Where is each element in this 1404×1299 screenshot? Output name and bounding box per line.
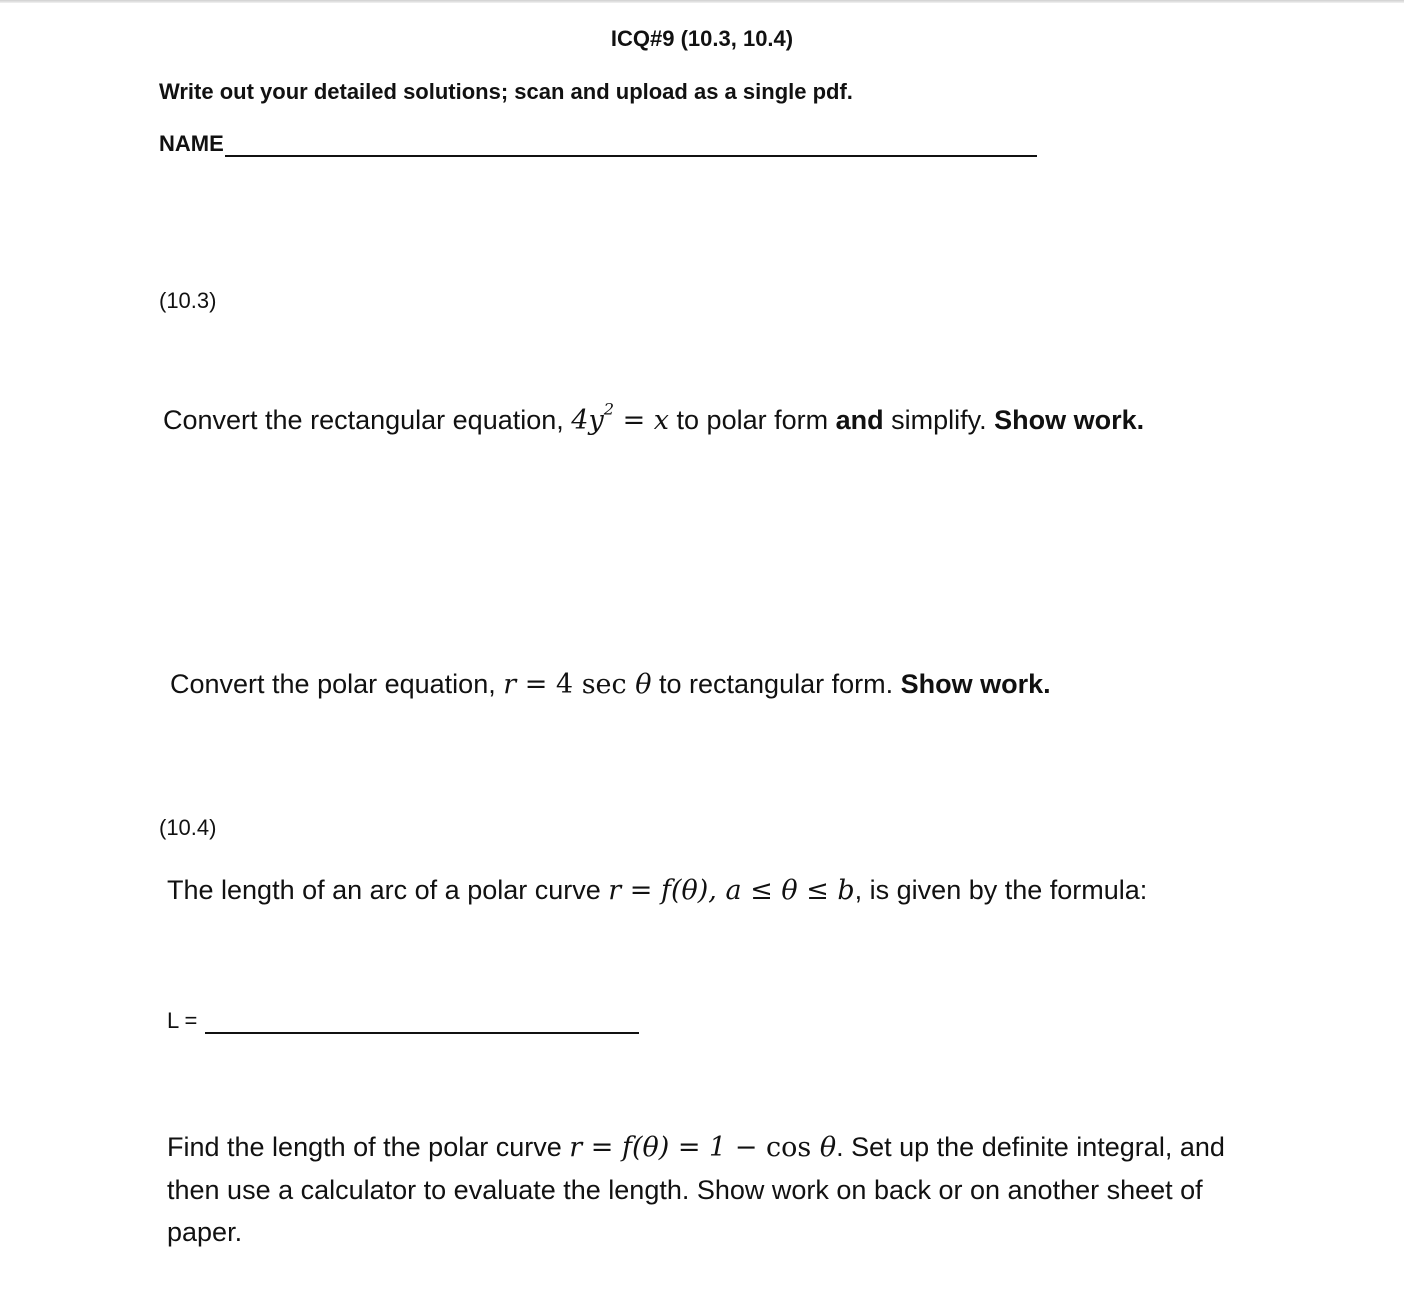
name-blank-line[interactable]: [225, 133, 1037, 157]
q2-equation: = 4 sec: [516, 669, 636, 700]
name-field[interactable]: [159, 131, 1037, 157]
arc-length-answer-field[interactable]: [167, 1008, 639, 1034]
page-top-edge: [0, 0, 1404, 3]
question-3: The length of an arc of a polar curve r = f(θ), a ≤ θ ≤ b, is given by the formula:: [167, 875, 1148, 906]
q2-r: r: [503, 669, 517, 700]
question-4: Find the length of the polar curve r = f(θ) = 1 − cos θ. Set up the definite integral, and then use a calculator to evaluate the length. Show work on back or on another sheet of paper.: [167, 1132, 1225, 1247]
question-2: Convert the polar equation, r = 4 sec θ to rectangular form. Show work.: [170, 669, 1051, 700]
q3-equation: r = f(θ), a ≤ θ ≤ b: [608, 875, 855, 906]
q2-theta: θ: [635, 669, 652, 700]
q4-equation: r = f(θ) = 1 −: [569, 1132, 767, 1163]
name-label: NAME: [159, 131, 224, 156]
q2-show-work: Show work.: [900, 669, 1051, 699]
q1-equation: $4y^2 = x$: [571, 399, 670, 436]
answer-label: L =: [167, 1008, 198, 1033]
question-1: Convert the rectangular equation, $4y^2 = x$ to polar form and simplify. Show work.: [163, 399, 1145, 436]
q1-show-work: Show work.: [994, 405, 1145, 435]
q1-text: Convert the rectangular equation,: [163, 405, 572, 435]
instructions: Write out your detailed solutions; scan and upload as a single pdf.: [159, 79, 853, 104]
section-heading-10-3: (10.3): [159, 288, 217, 313]
answer-blank-line[interactable]: [205, 1010, 639, 1034]
section-heading-10-4: (10.4): [159, 815, 217, 840]
q4-text: Find the length of the polar curve: [167, 1132, 570, 1162]
page-title: ICQ#9 (10.3, 10.4): [610, 26, 794, 51]
q3-text: The length of an arc of a polar curve: [167, 875, 609, 905]
q2-text: Convert the polar equation,: [170, 669, 504, 699]
